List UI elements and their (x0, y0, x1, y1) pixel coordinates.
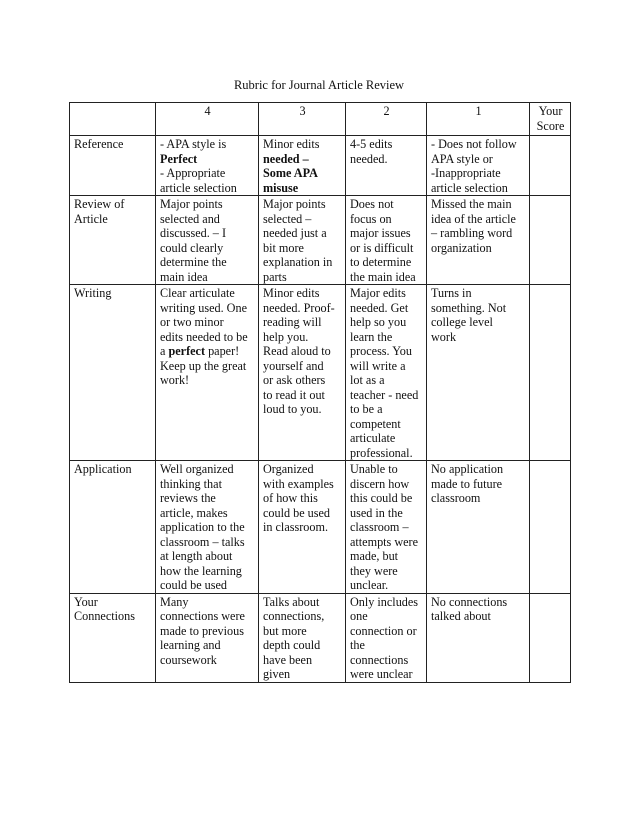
cell-text-line: in classroom. (263, 520, 328, 534)
cell-text-line: or ask others (263, 373, 326, 387)
cell-text-line: Connections (74, 609, 135, 623)
cell-text-line: to determine (350, 255, 412, 269)
cell-text-line: could be used (160, 578, 228, 592)
cell-text-line: focus on (350, 211, 392, 226)
cell-text-line: attempts were (350, 534, 419, 549)
cell-text-line: writing used. One (160, 300, 247, 315)
cell-text-line: Minor edits (263, 286, 320, 300)
cell-text-line: at length about (160, 549, 233, 563)
cell-text-line: the main idea (350, 269, 416, 284)
rubric-table (69, 102, 571, 683)
cell-text-line: main idea (160, 269, 208, 284)
level-3-cell (259, 285, 346, 461)
level-3-cell (259, 136, 346, 196)
cell-text-line: 4-5 edits (350, 137, 393, 151)
your-score-cell (530, 461, 571, 594)
cell-text-line: Perfect (160, 151, 198, 166)
cell-text-line: APA style or (431, 151, 493, 166)
cell-text-line: learning and (160, 638, 221, 652)
cell-text-line: loud to you. (263, 402, 322, 416)
criteria-label (70, 196, 156, 285)
cell-text-line: - Does not follow (431, 137, 517, 151)
cell-text-line: could be used (263, 505, 331, 520)
cell-text-line: this could be (350, 491, 413, 505)
cell-text-line: article selection (160, 180, 237, 195)
criteria-label (70, 461, 156, 594)
row-review-of-article (70, 196, 571, 285)
cell-text-line: of how this (263, 491, 318, 505)
level-2-cell (346, 593, 427, 682)
cell-text-line: selected – (263, 211, 312, 226)
cell-text-line: work (431, 329, 457, 344)
cell-text-line: needed. Proof- (263, 300, 335, 315)
cell-text-line: Organized (263, 462, 314, 476)
cell-text-line: they were (350, 563, 398, 578)
level-3-cell (259, 461, 346, 594)
cell-text-line: or two minor (160, 315, 224, 329)
header-score-4: 4 (156, 103, 259, 136)
cell-text-line: connections, (263, 609, 325, 623)
cell-text-line: needed just a (263, 226, 327, 240)
cell-text-line: lot as a (350, 373, 385, 387)
level-1-cell (427, 136, 530, 196)
cell-text-line: unclear. (350, 578, 389, 592)
level-2-cell (346, 285, 427, 461)
cell-text-line: Unable to (350, 462, 398, 476)
cell-text-line: made, but (350, 549, 399, 563)
cell-text-line: Turns in (431, 286, 472, 300)
page-title: Rubric for Journal Article Review (233, 78, 405, 92)
cell-text-line: professional. (350, 445, 413, 460)
cell-text-line: have been (263, 652, 313, 667)
cell-text-line: misuse (263, 180, 299, 195)
cell-text-line: needed. Get (350, 300, 409, 315)
criteria-label (70, 285, 156, 461)
level-3-cell (259, 593, 346, 682)
cell-text-line: to read it out (263, 387, 325, 402)
cell-text-line: will write a (350, 358, 406, 373)
cell-text-line: Missed the main (431, 197, 512, 211)
cell-text-line: connections were (160, 609, 245, 623)
cell-text-line: Reference (74, 137, 124, 151)
cell-text-line: No application (431, 462, 504, 476)
header-your-score-line: Score (536, 118, 565, 133)
row-writing (70, 285, 571, 461)
cell-text-line: the (350, 638, 365, 652)
header-your-score (530, 103, 571, 136)
cell-text-line: idea of the article (431, 211, 516, 226)
cell-text-line: college level (431, 315, 493, 329)
cell-text-line: process. You (350, 344, 412, 358)
cell-text-line: thinking that (160, 476, 222, 491)
cell-text-line: yourself and (263, 358, 324, 373)
cell-text-line: parts (263, 269, 287, 284)
cell-text-line: classroom (431, 491, 481, 505)
cell-text-line: one (350, 609, 368, 623)
cell-text-line: Article (74, 211, 108, 226)
level-1-cell (427, 285, 530, 461)
cell-text-line: determine the (160, 255, 227, 269)
cell-text-line: with examples (263, 476, 334, 491)
cell-text-line: classroom – talks (160, 534, 245, 549)
cell-text-line: Well organized (160, 462, 234, 476)
your-score-cell (530, 196, 571, 285)
cell-text-line: Major points (263, 197, 326, 211)
level-1-cell (427, 196, 530, 285)
cell-text-line: needed. (350, 151, 388, 166)
cell-text-line: or is difficult (350, 240, 414, 255)
criteria-label (70, 136, 156, 196)
cell-text-line: edits needed to be (160, 329, 248, 344)
header-row (70, 103, 571, 136)
cell-text-line: something. Not (431, 300, 507, 315)
header-score-2: 2 (346, 103, 427, 136)
cell-text-line: No connections (431, 594, 508, 609)
emphasis-text: perfect (168, 344, 206, 358)
cell-text-line: talked about (431, 609, 491, 623)
cell-text-line: Major edits (350, 286, 406, 300)
cell-text-line: reviews the (160, 491, 216, 505)
cell-text-line: Review of (74, 197, 125, 211)
cell-text-line: to be a (350, 402, 383, 416)
cell-text-line: Major points (160, 197, 223, 211)
cell-text-line: were unclear (350, 667, 413, 681)
cell-text-line: – rambling word (431, 226, 513, 240)
cell-text-line: Minor edits (263, 137, 320, 151)
cell-text-line: connections (350, 652, 409, 667)
cell-text-line: organization (431, 240, 492, 255)
your-score-cell (530, 593, 571, 682)
cell-text-line: how the learning (160, 563, 242, 578)
cell-text-line: help so you (350, 315, 407, 329)
level-4-cell (156, 461, 259, 594)
cell-text-line: selected and (160, 211, 220, 226)
level-4-cell (156, 136, 259, 196)
header-your-score-line: Your (538, 104, 563, 118)
cell-text-line: reading will (263, 315, 322, 329)
cell-text-line: Does not (350, 197, 394, 211)
header-score-3: 3 (259, 103, 346, 136)
cell-text-line: help you. (263, 329, 309, 344)
header-criteria-cell (70, 103, 156, 136)
row-your-connections (70, 593, 571, 682)
level-2-cell (346, 196, 427, 285)
cell-text-line: discern how (350, 476, 410, 491)
cell-text-line: needed – (263, 151, 309, 166)
cell-text-line: could clearly (160, 240, 224, 255)
cell-text-line: classroom – (350, 520, 409, 534)
cell-text-line: Your (74, 594, 98, 609)
your-score-cell (530, 285, 571, 461)
cell-text-line: depth could (263, 638, 321, 652)
level-2-cell (346, 136, 427, 196)
cell-text-line: -Inappropriate (431, 166, 501, 180)
cell-text-line: made to future (431, 476, 503, 491)
cell-text-line: Read aloud to (263, 344, 331, 358)
cell-text-line: articulate (350, 431, 396, 445)
cell-text-line: Application (74, 462, 132, 476)
cell-text-line: work! (160, 373, 190, 387)
your-score-cell (530, 136, 571, 196)
row-reference (70, 136, 571, 196)
criteria-label (70, 593, 156, 682)
level-4-cell (156, 196, 259, 285)
cell-text-line: - Appropriate (160, 166, 226, 180)
cell-text-line: explanation in (263, 255, 333, 269)
row-application (70, 461, 571, 594)
cell-text-line: competent (350, 416, 401, 431)
cell-text-line: Clear articulate (160, 286, 235, 300)
cell-text-line: teacher - need (350, 387, 419, 402)
cell-text-line: coursework (160, 652, 217, 667)
level-1-cell (427, 593, 530, 682)
cell-text-line: Writing (74, 286, 112, 300)
level-4-cell (156, 285, 259, 461)
cell-text-line: article, makes (160, 505, 228, 520)
cell-text-line: discussed. – I (160, 226, 227, 240)
cell-text-line: bit more (263, 240, 304, 255)
level-2-cell (346, 461, 427, 594)
cell-text-line: Only includes (350, 594, 419, 609)
text-run: paper! (205, 344, 240, 358)
cell-text-line: but more (263, 623, 307, 638)
cell-text-line: Some APA (263, 166, 318, 180)
cell-text-line: article selection (431, 180, 508, 195)
cell-text-line: application to the (160, 520, 245, 534)
level-4-cell (156, 593, 259, 682)
level-1-cell (427, 461, 530, 594)
cell-text-line: learn the (350, 329, 393, 344)
level-3-cell (259, 196, 346, 285)
cell-text-line: Many (160, 594, 189, 609)
cell-text-line (160, 344, 255, 359)
text-run: a (160, 344, 169, 358)
cell-text-line: used in the (350, 505, 403, 520)
cell-text-line: made to previous (160, 623, 244, 638)
cell-text-line: connection or (350, 623, 417, 638)
cell-text-line: - APA style is (160, 137, 227, 151)
cell-text-line: Talks about (263, 594, 320, 609)
cell-text-line: major issues (350, 226, 411, 240)
cell-text-line: Keep up the great (160, 358, 247, 373)
cell-text-line: given (263, 667, 291, 681)
header-score-1: 1 (427, 103, 530, 136)
